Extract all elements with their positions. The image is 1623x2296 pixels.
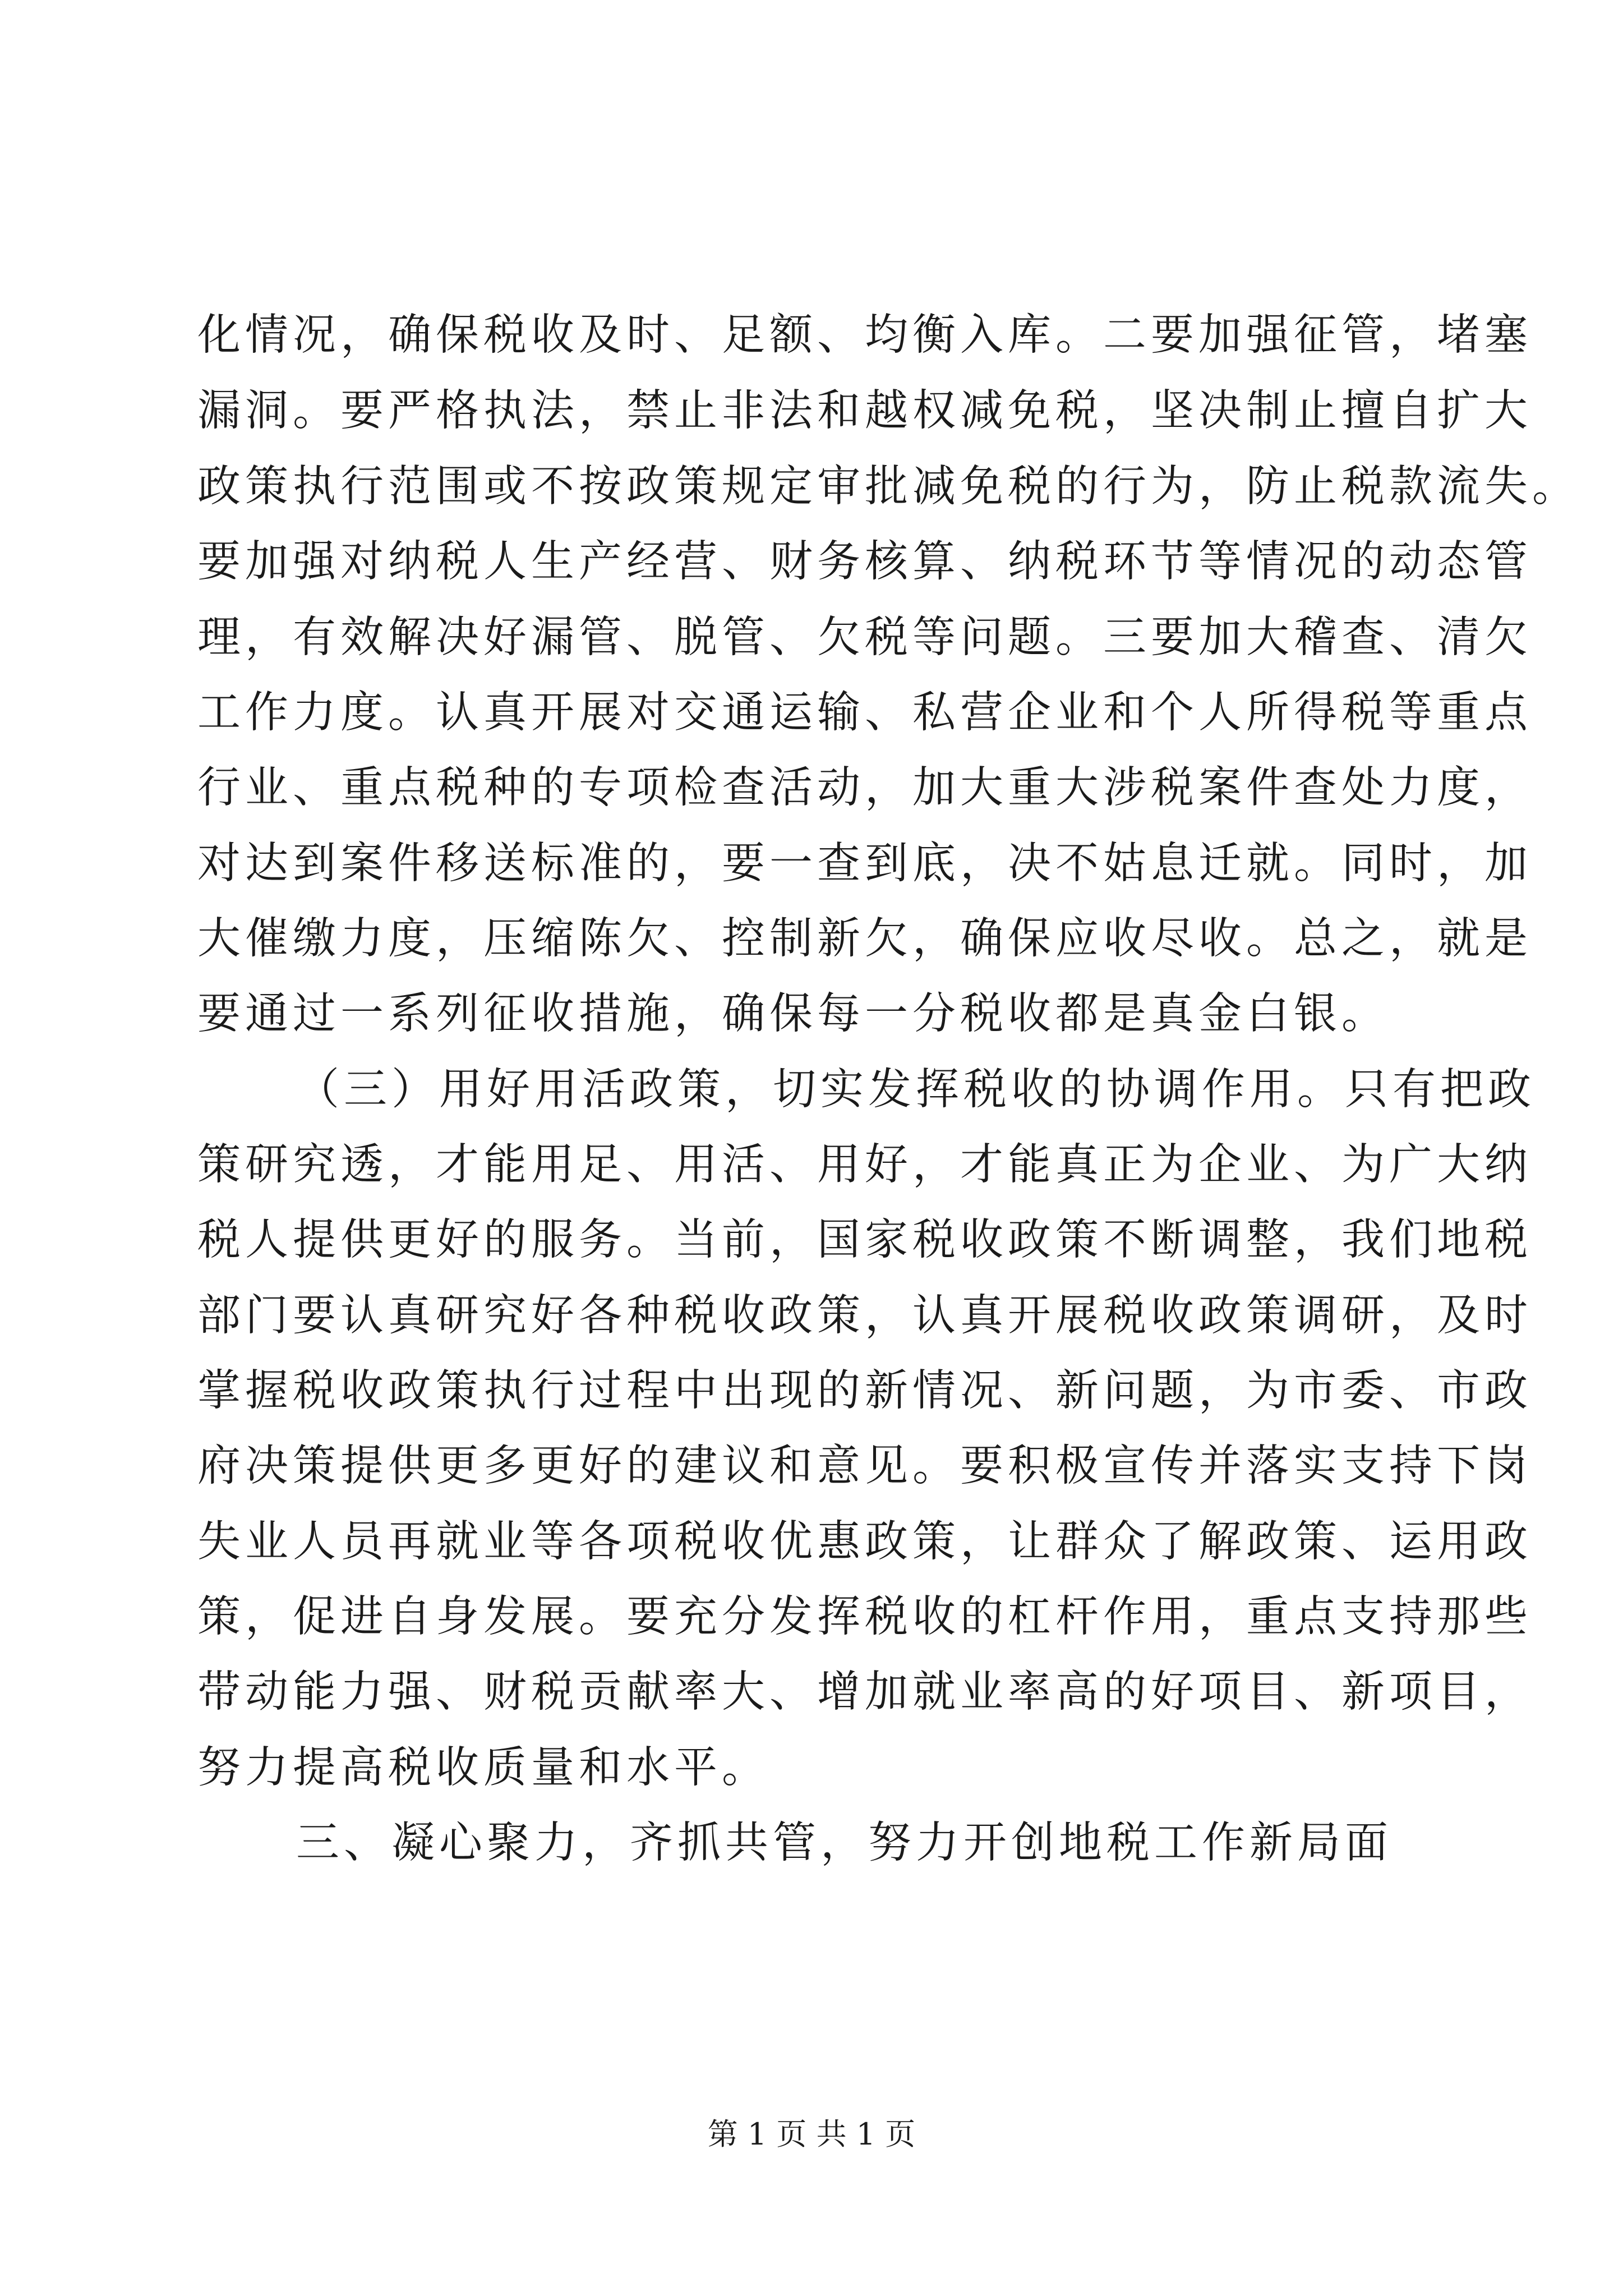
body-text-line: 理，有效解决好漏管、脱管、欠税等问题。三要加大稽查、清欠 <box>197 613 1532 662</box>
body-text-line: 要加强对纳税人生产经营、财务核算、纳税环节等情况的动态管 <box>197 537 1532 587</box>
body-text-line: 失业人员再就业等各项税收优惠政策，让群众了解政策、运用政 <box>197 1517 1532 1567</box>
section-heading: 三、凝心聚力，齐抓共管，努力开创地税工作新局面 <box>296 1818 1393 1868</box>
body-text-line: 带动能力强、财税贡献率大、增加就业率高的好项目、新项目， <box>197 1667 1532 1717</box>
body-text-line: 府决策提供更多更好的建议和意见。要积极宣传并落实支持下岗 <box>197 1441 1532 1491</box>
page-footer: 第 1 页 共 1 页 <box>707 2116 916 2152</box>
body-text-line: 漏洞。要严格执法，禁止非法和越权减免税，坚决制止擅自扩大 <box>197 386 1532 436</box>
body-text-line: 部门要认真研究好各种税收政策，认真开展税收政策调研，及时 <box>197 1291 1532 1341</box>
body-text-line: 掌握税收政策执行过程中出现的新情况、新问题，为市委、市政 <box>197 1366 1532 1416</box>
body-text-line: 化情况，确保税收及时、足额、均衡入库。二要加强征管，堵塞 <box>197 310 1532 360</box>
body-text-line: 行业、重点税种的专项检查活动，加大重大涉税案件查处力度， <box>197 763 1532 813</box>
body-text-line: 要通过一系列征收措施，确保每一分税收都是真金白银。 <box>197 989 1389 1039</box>
body-text-line: 努力提高税收质量和水平。 <box>197 1743 769 1793</box>
body-text-line: 策研究透，才能用足、用活、用好，才能真正为企业、为广大纳 <box>197 1140 1532 1190</box>
body-text-line: 对达到案件移送标准的，要一查到底，决不姑息迁就。同时，加 <box>197 839 1532 889</box>
body-text-line: 策，促进自身发展。要充分发挥税收的杠杆作用，重点支持那些 <box>197 1592 1532 1642</box>
body-text-line: 税人提供更好的服务。当前，国家税收政策不断调整，我们地税 <box>197 1215 1532 1265</box>
body-text-line: 工作力度。认真开展对交通运输、私营企业和个人所得税等重点 <box>197 688 1532 738</box>
body-text-line: 政策执行范围或不按政策规定审批减免税的行为，防止税款流失。 <box>197 462 1580 512</box>
section-paragraph-start: （三）用好用活政策，切实发挥税收的协调作用。只有把政 <box>296 1065 1536 1115</box>
body-text-line: 大催缴力度，压缩陈欠、控制新欠，确保应收尽收。总之，就是 <box>197 914 1532 964</box>
